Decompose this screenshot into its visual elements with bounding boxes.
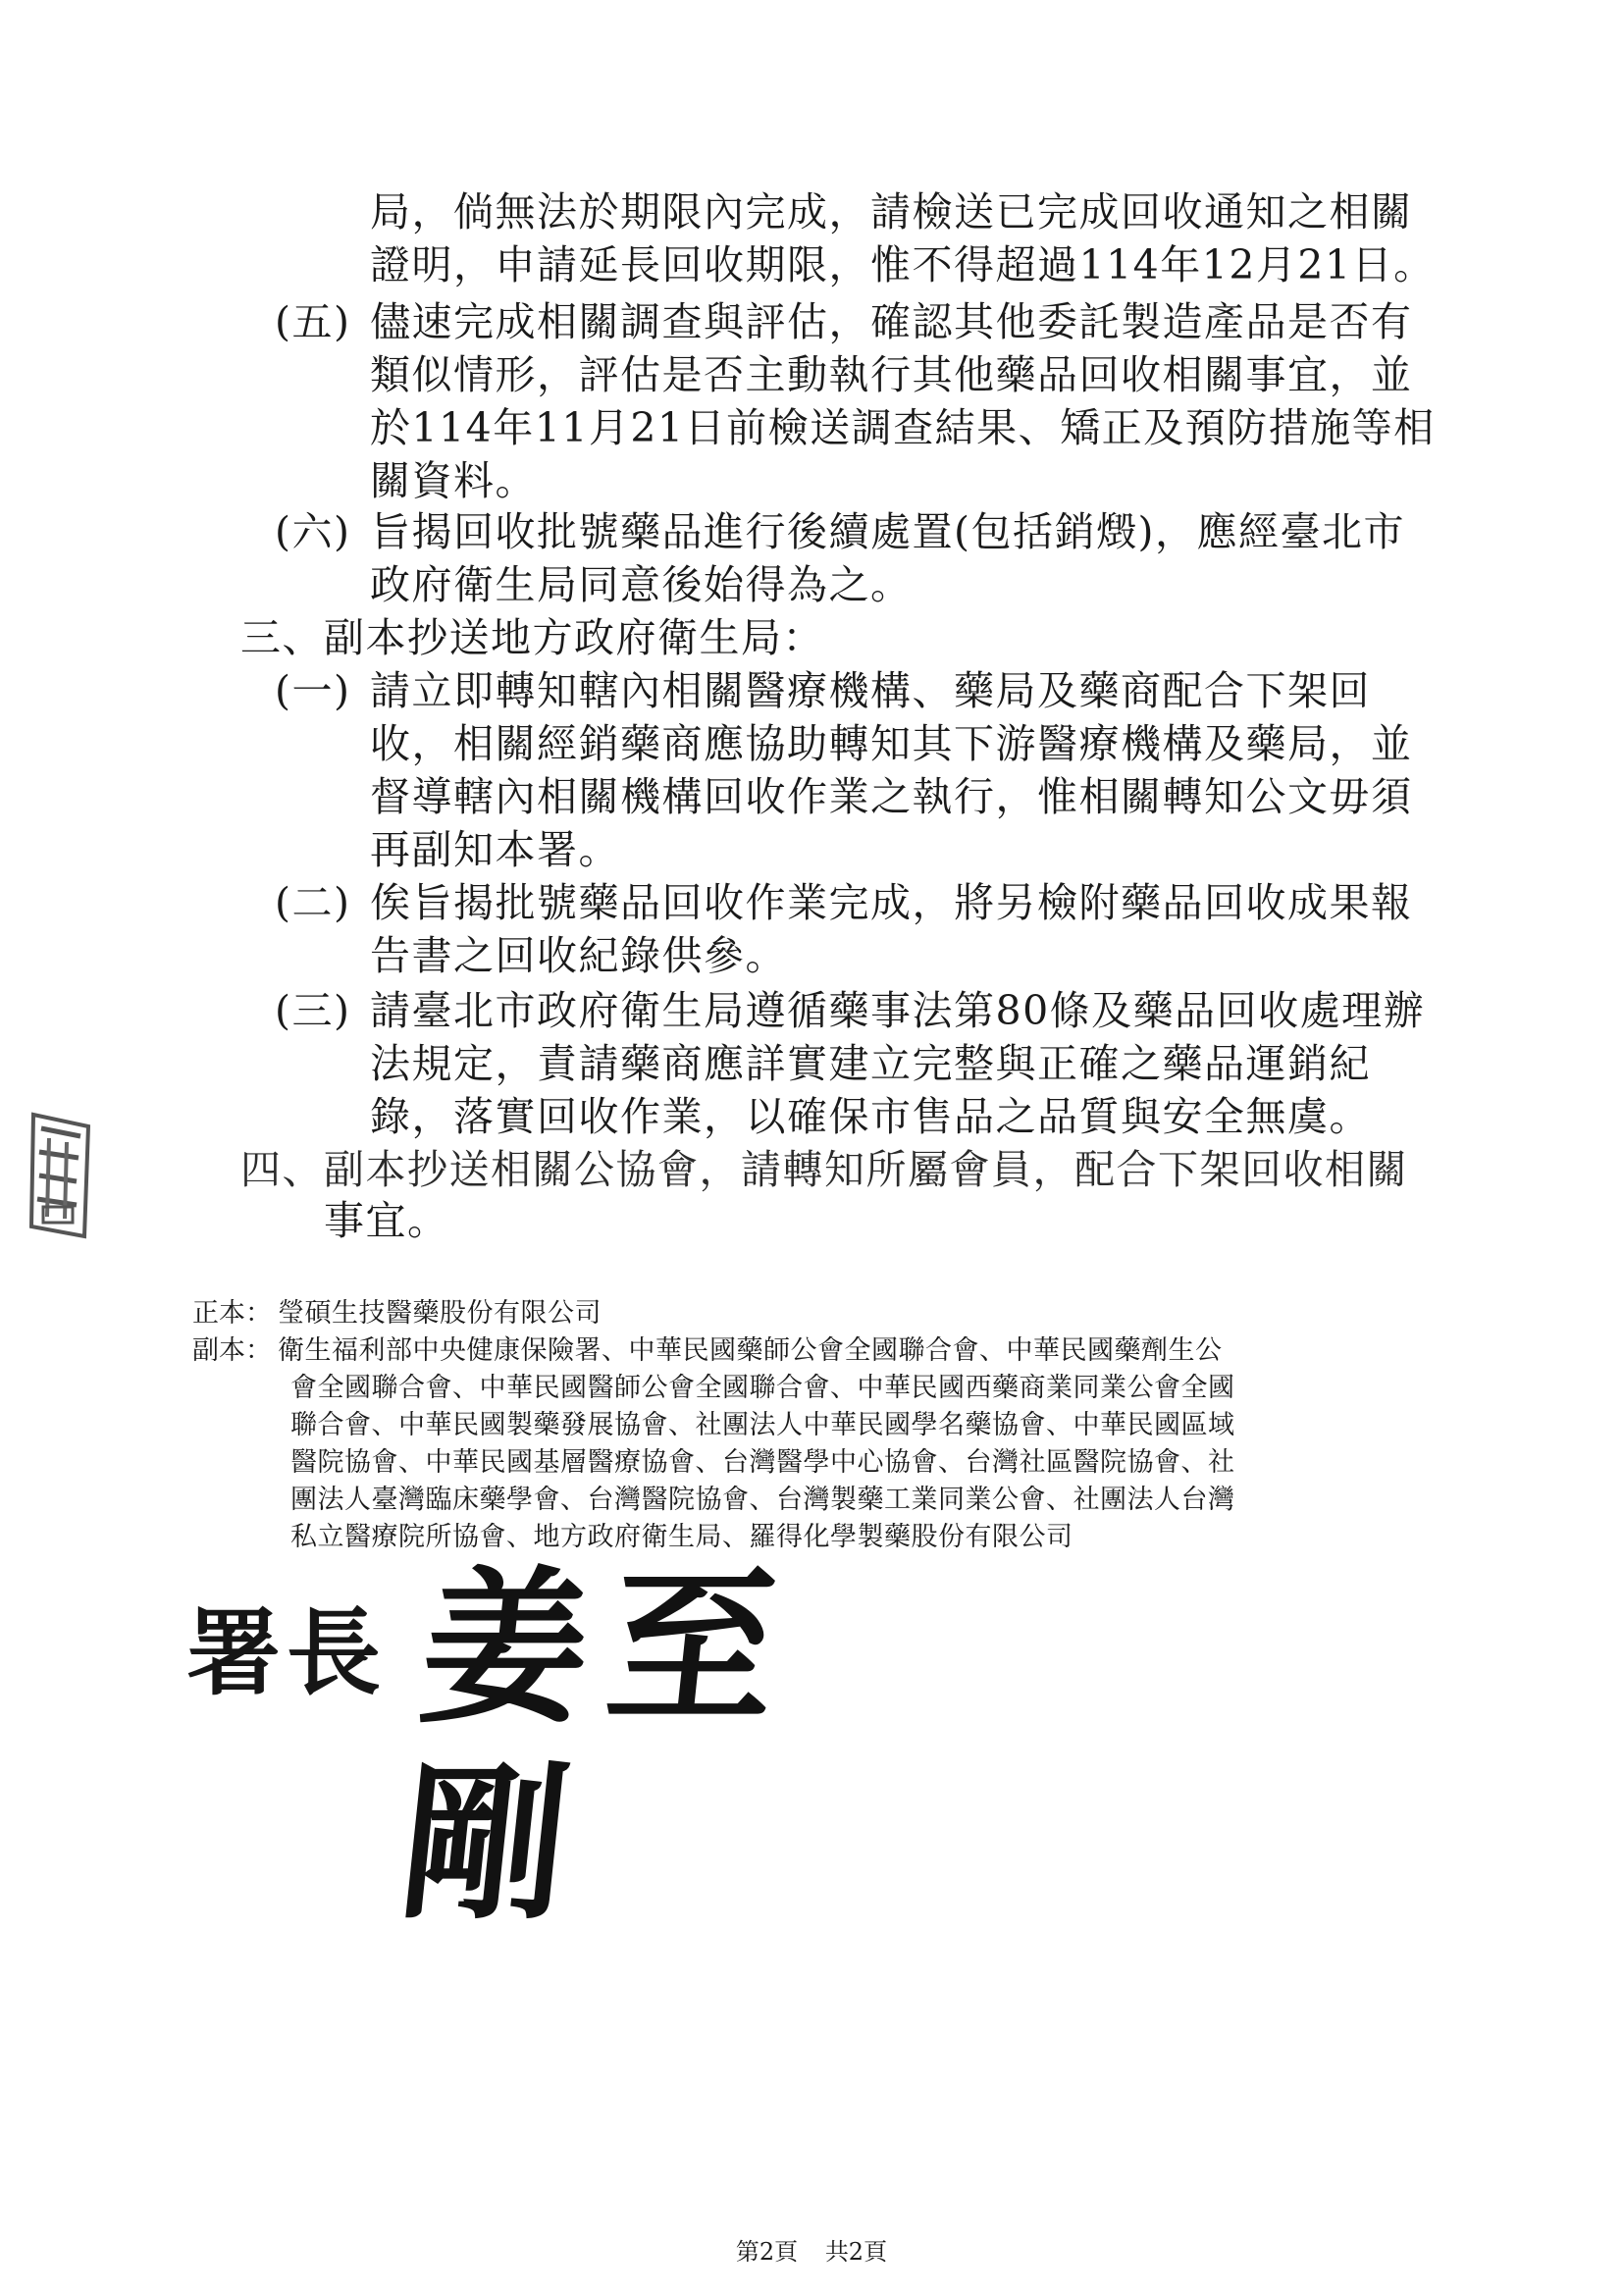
- item-3-3-line-3: 錄，落實回收作業，以確保市售品之品質與安全無虞。: [370, 1093, 1371, 1140]
- item-3-1-line-4: 再副知本署。: [370, 826, 620, 873]
- section-3-heading: 三、副本抄送地方政府衛生局：: [240, 614, 824, 661]
- item-2-6-line-2: 政府衛生局同意後始得為之。: [370, 561, 913, 608]
- cc-line-1: 衛生福利部中央健康保險署、中華民國藥師公會全國聯合會、中華民國藥劑生公: [278, 1335, 1223, 1366]
- seal-stamp-icon: [27, 1109, 96, 1246]
- page-footer: [0, 2237, 1623, 2267]
- item-3-1-line-1: 請立即轉知轄內相關醫療機構、藥局及藥商配合下架回: [370, 667, 1371, 714]
- cc-line-4: 醫院協會、中華民國基層醫療協會、台灣醫學中心協會、台灣社區醫院協會、社: [290, 1447, 1235, 1478]
- item-2-6-marker: (六): [275, 508, 351, 555]
- item-3-2-marker: (二): [275, 879, 351, 926]
- item-2-4-line-1: 局，倘無法於期限內完成，請檢送已完成回收通知之相關: [370, 188, 1413, 235]
- signer-name-signature: 姜至剛: [391, 1550, 807, 1943]
- cc-line-2: 會全國聯合會、中華民國醫師公會全國聯合會、中華民國西藥商業同業公會全國: [290, 1373, 1235, 1403]
- page-total: 共2頁: [824, 2238, 888, 2266]
- item-3-1-line-2: 收，相關經銷藥商應協助轉知其下游醫療機構及藥局，並: [370, 720, 1413, 767]
- item-3-2-line-1: 俟旨揭批號藥品回收作業完成，將另檢附藥品回收成果報: [370, 879, 1413, 926]
- signature-block: [186, 1550, 952, 1943]
- signer-title: 署長: [186, 1597, 387, 1708]
- item-3-1-line-3: 督導轄內相關機構回收作業之執行，惟相關轉知公文毋須: [370, 773, 1413, 820]
- item-3-2-line-2: 告書之回收紀錄供參。: [370, 932, 787, 979]
- item-3-3-marker: (三): [275, 987, 351, 1034]
- page-number: 第2頁: [735, 2238, 799, 2266]
- cc-line-5: 團法人臺灣臨床藥學會、台灣醫院協會、台灣製藥工業同業公會、社團法人台灣: [290, 1485, 1235, 1515]
- item-2-6-line-1: 旨揭回收批號藥品進行後續處置(包括銷燬)，應經臺北市: [370, 508, 1405, 555]
- cc-line-3: 聯合會、中華民國製藥發展協會、社團法人中華民國學名藥協會、中華民國區域: [290, 1410, 1235, 1440]
- cc-label: 副本：: [192, 1335, 272, 1366]
- main-recipient: 瑩碩生技醫藥股份有限公司: [278, 1298, 602, 1329]
- item-2-5-line-2: 類似情形，評估是否主動執行其他藥品回收相關事宜，並: [370, 351, 1413, 398]
- item-2-5-line-3: 於114年11月21日前檢送調查結果、矯正及預防措施等相: [370, 404, 1436, 451]
- item-2-5-marker: (五): [275, 298, 351, 345]
- item-2-5-line-4: 關資料。: [370, 457, 537, 504]
- item-2-5-line-1: 儘速完成相關調查與評估，確認其他委託製造產品是否有: [370, 298, 1413, 345]
- item-3-3-line-1: 請臺北市政府衛生局遵循藥事法第80條及藥品回收處理辦: [370, 987, 1426, 1034]
- cc-line-6: 私立醫療院所協會、地方政府衛生局、羅得化學製藥股份有限公司: [290, 1522, 1073, 1552]
- item-3-1-marker: (一): [275, 667, 351, 714]
- item-3-3-line-2: 法規定，責請藥商應詳實建立完整與正確之藥品運銷紀: [370, 1040, 1371, 1087]
- item-2-4-line-2: 證明，申請延長回收期限，惟不得超過114年12月21日。: [370, 241, 1436, 288]
- main-recipient-label: 正本：: [192, 1298, 272, 1329]
- section-4-line-2: 事宜。: [324, 1197, 449, 1244]
- section-4-line-1: 四、副本抄送相關公協會，請轉知所屬會員，配合下架回收相關: [240, 1146, 1408, 1193]
